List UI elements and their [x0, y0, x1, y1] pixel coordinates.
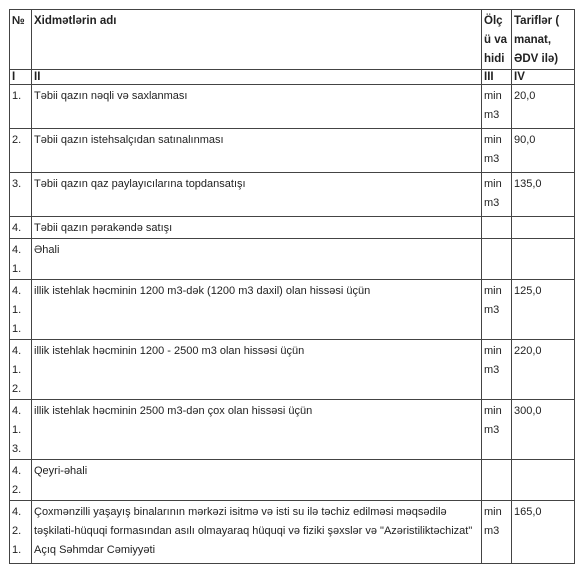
row-no: 4.2.1. — [10, 501, 32, 564]
roman-3: III — [482, 70, 512, 85]
row-name: illik istehlak həcminin 1200 - 2500 m3 olan hissəsi üçün — [32, 340, 482, 400]
row-name: Qeyri-əhali — [32, 460, 482, 501]
row-no: 4.1.1. — [10, 280, 32, 340]
row-tariff: 20,0 — [512, 85, 575, 129]
header-unit: Ölçü vahidi — [482, 10, 512, 70]
row-name: illik istehlak həcminin 1200 m3-dək (1200 m3 daxil) olan hissəsi üçün — [32, 280, 482, 340]
table-row — [10, 173, 575, 217]
table-row — [10, 239, 575, 280]
row-unit — [482, 217, 512, 239]
header-tariff-note: manat, ƏDV ilə) — [514, 34, 559, 65]
roman-2: II — [32, 70, 482, 85]
row-unit: min m3 — [482, 400, 512, 460]
row-tariff: 220,0 — [512, 340, 575, 400]
table-row — [10, 85, 575, 129]
tariff-table — [9, 9, 575, 564]
row-no: 4.1.3. — [10, 400, 32, 460]
row-no: 4.1.2. — [10, 340, 32, 400]
table-row — [10, 400, 575, 460]
row-unit — [482, 460, 512, 501]
table-row — [10, 460, 575, 501]
row-tariff — [512, 460, 575, 501]
row-unit: min m3 — [482, 85, 512, 129]
row-tariff: 165,0 — [512, 501, 575, 564]
row-unit: min m3 — [482, 340, 512, 400]
row-name: Təbii qazın pərakəndə satışı — [32, 217, 482, 239]
row-unit: min m3 — [482, 280, 512, 340]
row-unit — [482, 239, 512, 280]
header-row — [10, 10, 575, 70]
row-no: 4. — [10, 217, 32, 239]
row-tariff: 90,0 — [512, 129, 575, 173]
row-tariff: 135,0 — [512, 173, 575, 217]
row-unit: min m3 — [482, 173, 512, 217]
row-name: Çoxmənzilli yaşayış binalarının mərkəzi isitmə və isti su ilə təchiz edilməsi məqsədilə təşkilati-hüquqi formasından asılı olmayaraq hüquqi və fiziki şəxslər və "Azəristiliktəchizat" Açıq Səhmdar Cəmiyyəti — [32, 501, 482, 564]
row-unit: min m3 — [482, 501, 512, 564]
row-unit: min m3 — [482, 129, 512, 173]
header-no: № — [10, 10, 32, 70]
roman-4: IV — [512, 70, 575, 85]
table-row — [10, 501, 575, 564]
table-row — [10, 217, 575, 239]
row-no: 4.2. — [10, 460, 32, 501]
row-no: 1. — [10, 85, 32, 129]
row-no: 3. — [10, 173, 32, 217]
row-tariff — [512, 217, 575, 239]
row-name: Əhali — [32, 239, 482, 280]
row-name: Təbii qazın nəqli və saxlanması — [32, 85, 482, 129]
table-row — [10, 340, 575, 400]
table-row — [10, 280, 575, 340]
roman-row — [10, 70, 575, 85]
row-tariff — [512, 239, 575, 280]
row-name: Təbii qazın istehsalçıdan satınalınması — [32, 129, 482, 173]
row-no: 4.1. — [10, 239, 32, 280]
header-name: Xidmətlərin adı — [32, 10, 482, 70]
roman-1: I — [10, 70, 32, 85]
row-name: Təbii qazın qaz paylayıcılarına topdansatışı — [32, 173, 482, 217]
header-tariff — [512, 10, 575, 70]
row-tariff: 300,0 — [512, 400, 575, 460]
row-tariff: 125,0 — [512, 280, 575, 340]
row-name: illik istehlak həcminin 2500 m3-dən çox olan hissəsi üçün — [32, 400, 482, 460]
table-row — [10, 129, 575, 173]
row-no: 2. — [10, 129, 32, 173]
header-tariff-label: Tariflər ( — [514, 15, 560, 27]
